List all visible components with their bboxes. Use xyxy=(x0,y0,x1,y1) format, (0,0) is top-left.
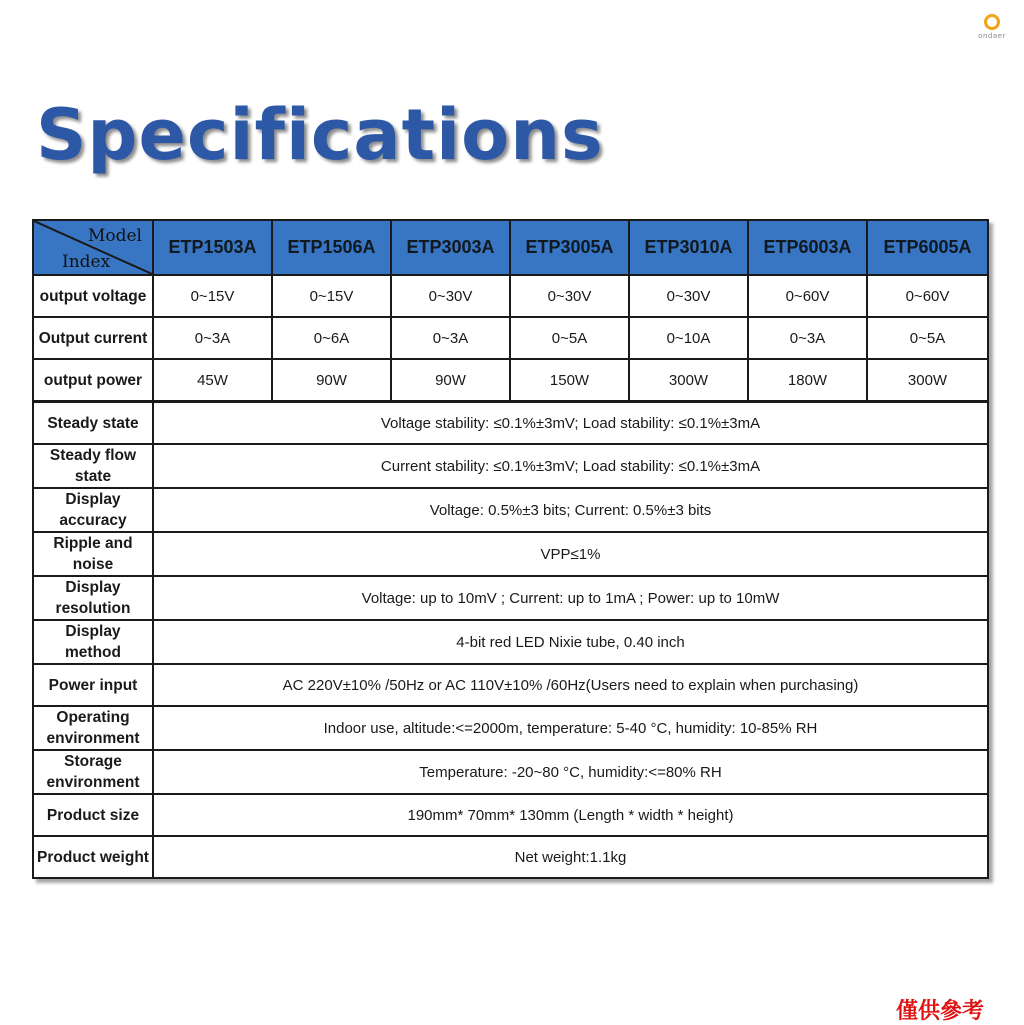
spec-value: 45W xyxy=(153,359,272,402)
spec-value: 0~30V xyxy=(510,275,629,317)
model-header: ETP6005A xyxy=(867,220,988,275)
spec-row xyxy=(33,317,988,359)
page-title: Specifications xyxy=(36,94,604,176)
row-label: Steady state xyxy=(33,402,153,445)
spec-row xyxy=(33,750,988,794)
model-header: ETP1506A xyxy=(272,220,391,275)
logo-ring-icon xyxy=(984,14,1000,30)
spec-value: 4-bit red LED Nixie tube, 0.40 inch xyxy=(153,620,988,664)
spec-row xyxy=(33,620,988,664)
model-header: ETP3010A xyxy=(629,220,748,275)
spec-value: 0~60V xyxy=(748,275,867,317)
spec-row xyxy=(33,359,988,402)
spec-value: 300W xyxy=(629,359,748,402)
row-label: Ripple and noise xyxy=(33,532,153,576)
spec-value: 0~6A xyxy=(272,317,391,359)
model-header: ETP6003A xyxy=(748,220,867,275)
corner-cell xyxy=(33,220,153,275)
spec-value: 180W xyxy=(748,359,867,402)
spec-value: 0~10A xyxy=(629,317,748,359)
row-label: output power xyxy=(33,359,153,402)
spec-value: Current stability: ≤0.1%±3mV; Load stability: ≤0.1%±3mA xyxy=(153,444,988,488)
brand-logo xyxy=(975,14,1009,50)
spec-value: 0~3A xyxy=(391,317,510,359)
row-label: output voltage xyxy=(33,275,153,317)
spec-value: 0~3A xyxy=(153,317,272,359)
row-label: Storage environment xyxy=(33,750,153,794)
spec-row xyxy=(33,576,988,620)
spec-row xyxy=(33,444,988,488)
row-label: Display method xyxy=(33,620,153,664)
spec-value: 0~60V xyxy=(867,275,988,317)
spec-value: VPP≤1% xyxy=(153,532,988,576)
row-label: Display accuracy xyxy=(33,488,153,532)
spec-value: 0~30V xyxy=(629,275,748,317)
spec-value: 0~15V xyxy=(153,275,272,317)
spec-value: Voltage stability: ≤0.1%±3mV; Load stability: ≤0.1%±3mA xyxy=(153,402,988,445)
spec-value: 90W xyxy=(272,359,391,402)
spec-value: 0~15V xyxy=(272,275,391,317)
spec-row xyxy=(33,488,988,532)
watermark: 僅供參考 xyxy=(896,999,985,1024)
corner-index-label: Index xyxy=(62,252,111,272)
spec-row xyxy=(33,275,988,317)
spec-value: 0~5A xyxy=(867,317,988,359)
spec-value: 150W xyxy=(510,359,629,402)
spec-row xyxy=(33,664,988,706)
spec-value: Indoor use, altitude:<=2000m, temperature: 5-40 °C, humidity: 10-85% RH xyxy=(153,706,988,750)
row-label: Output current xyxy=(33,317,153,359)
row-label: Steady flow state xyxy=(33,444,153,488)
spec-row xyxy=(33,402,988,445)
corner-model-label: Model xyxy=(87,226,142,246)
row-label: Operating environment xyxy=(33,706,153,750)
spec-row xyxy=(33,836,988,878)
row-label: Product size xyxy=(33,794,153,836)
spec-value: 90W xyxy=(391,359,510,402)
spec-value: Net weight:1.1kg xyxy=(153,836,988,878)
spec-value: Voltage: up to 10mV ; Current: up to 1mA ; Power: up to 10mW xyxy=(153,576,988,620)
spec-table xyxy=(32,219,989,879)
spec-value: 0~5A xyxy=(510,317,629,359)
spec-row xyxy=(33,794,988,836)
spec-value: Voltage: 0.5%±3 bits; Current: 0.5%±3 bits xyxy=(153,488,988,532)
row-label: Power input xyxy=(33,664,153,706)
spec-value: 300W xyxy=(867,359,988,402)
spec-row xyxy=(33,706,988,750)
logo-text: ondaer xyxy=(978,32,1006,40)
row-label: Product weight xyxy=(33,836,153,878)
spec-row xyxy=(33,532,988,576)
spec-value: 190mm* 70mm* 130mm (Length * width * height) xyxy=(153,794,988,836)
model-header: ETP3003A xyxy=(391,220,510,275)
spec-value: Temperature: -20~80 °C, humidity:<=80% RH xyxy=(153,750,988,794)
spec-value: AC 220V±10% /50Hz or AC 110V±10% /60Hz(Users need to explain when purchasing) xyxy=(153,664,988,706)
spec-value: 0~30V xyxy=(391,275,510,317)
header-row xyxy=(33,220,988,275)
spec-value: 0~3A xyxy=(748,317,867,359)
row-label: Display resolution xyxy=(33,576,153,620)
model-header: ETP1503A xyxy=(153,220,272,275)
model-header: ETP3005A xyxy=(510,220,629,275)
